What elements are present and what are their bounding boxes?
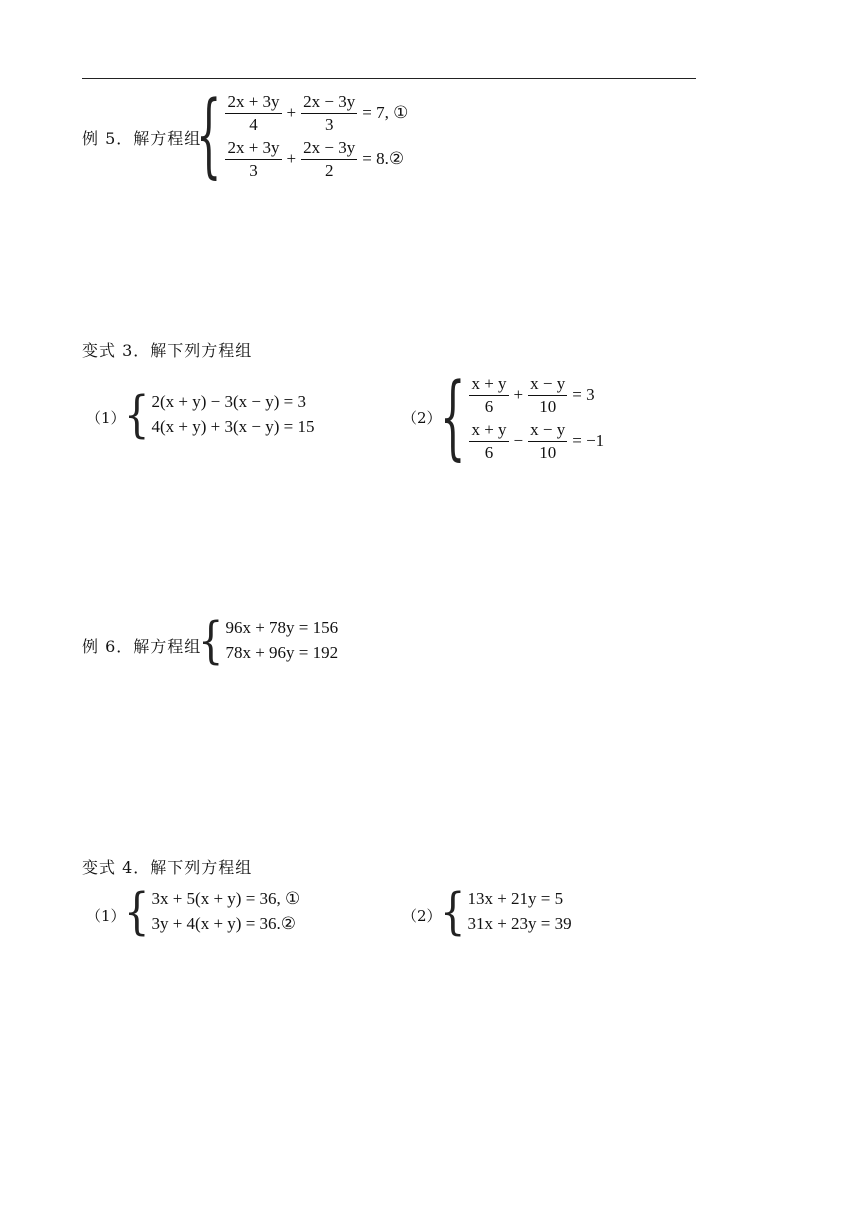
variant3-part1-equation-2: 4(x + y) + 3(x − y) = 15 [151,416,315,436]
variant3-part2-label: （2） [402,409,442,427]
left-brace: { [124,385,150,444]
example5-equation-2: $\frac{2x + 3y}{3}$ + $\frac{2x - 3y}{2}$ = 8.② [227,138,405,180]
left-brace: { [440,365,466,471]
example5-system [196,83,411,189]
left-brace: { [124,882,150,941]
variant3-part1-equation-1: 2(x + y) − 3(x − y) = 3 [151,392,306,411]
variant4-label: 变式 4．解下列方程组 [82,858,253,877]
variant3-part1-system [124,385,315,444]
variant4-part2-equation-1: 13x + 21y = 5 [467,889,564,908]
left-brace: { [440,882,466,941]
variant4-part2-system [440,882,572,941]
variant4-part2-equation-2: 31x + 23y = 39 [467,913,572,933]
example5-label: 例 5．解方程组 [82,129,202,148]
example6-equation-1: 96x + 78y = 156 [225,618,339,637]
example6-label: 例 6．解方程组 [82,637,202,656]
variant3-label: 变式 3．解下列方程组 [82,341,253,360]
variant4-part1-equation-2: 3y + 4(x + y) = 36.② [151,913,297,933]
header-rule [82,78,696,79]
left-brace: { [196,83,222,189]
variant4-part1-equation-1: 3x + 5(x + y) = 36, ① [151,889,301,908]
example6-equation-2: 78x + 96y = 192 [225,642,339,662]
left-brace: { [198,611,224,670]
example5-equation-1: $\frac{2x + 3y}{4}$ + $\frac{2x - 3y}{3}$ = 7, ① [227,92,409,134]
variant3-part2-equation-2: $\frac{x + y}{6}$ − $\frac{x - y}{10}$ = −1 [471,420,605,462]
variant4-part1-system [124,882,301,941]
variant4-part2-label: （2） [402,907,442,925]
variant3-part2-equation-1: $\frac{x + y}{6}$ + $\frac{x - y}{10}$ = 3 [471,374,595,416]
example6-system [198,611,339,670]
variant4-part1-label: （1） [86,907,126,925]
variant3-part1-label: （1） [86,409,126,427]
variant3-part2-system [440,365,607,471]
